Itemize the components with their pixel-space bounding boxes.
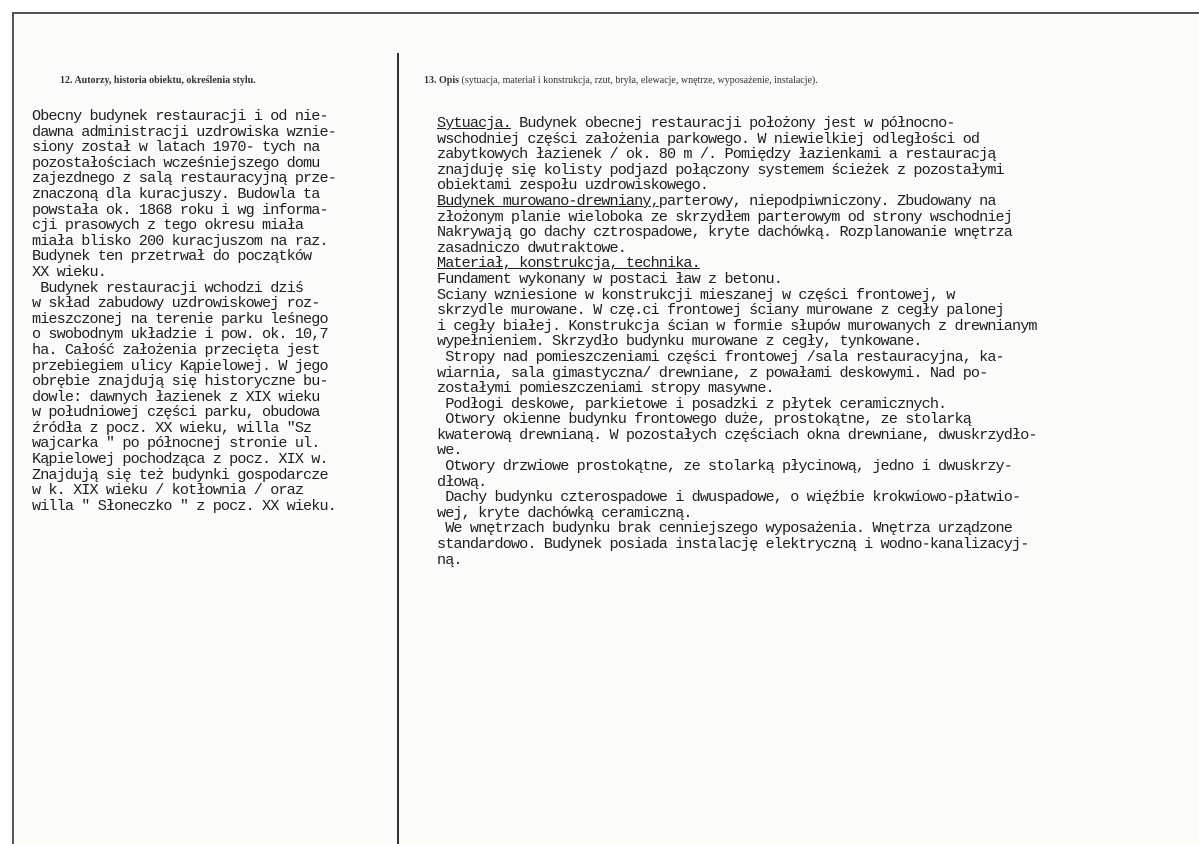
subsection-heading: Budynek murowano-drewniany, [437, 191, 659, 210]
history-text-line: miała blisko 200 kuracjuszom na raz. [32, 231, 328, 250]
description-text: ną. [437, 550, 462, 569]
description-text: zasadniczo dwutraktowe. [437, 238, 626, 257]
history-text-line: mieszczonej na terenie parku leśnego [32, 309, 328, 328]
section-13-number: 13. Opis [424, 75, 460, 86]
description-text-line [437, 537, 1037, 553]
history-text-line: o swobodnym układzie i pow. ok. 10,7 [32, 325, 328, 344]
description-text: Budynek obecnej restauracji położony jest w północno- [510, 114, 955, 132]
description-text: wschodniej części założenia parkowego. W niewielkiej odległości od [437, 129, 980, 148]
description-text-column [437, 116, 1037, 568]
history-text-line: XX wieku. [32, 262, 106, 281]
history-text-line: dawna administracji uzdrowiska wznie- [32, 122, 336, 141]
history-text-line: w skład zabudowy uzdrowiskowej roz- [32, 294, 320, 313]
description-text: zostałymi pomieszczeniami stropy masywne. [437, 379, 774, 398]
column-divider [397, 53, 399, 844]
history-text-line: Kąpielowej pochodząca z pocz. XIX w. [32, 450, 328, 469]
description-text: Stropy nad pomieszczeniami części frontowej /sala restauracyjna, ka- [437, 347, 1004, 366]
description-text-line [437, 550, 1037, 569]
history-text-line: ha. Całość założenia przecięta jest [32, 340, 320, 359]
history-text-column [32, 109, 336, 514]
description-text: We wnętrzach budynku brak cenniejszego wyposażenia. Wnętrza urządzone [437, 519, 1012, 538]
subsection-heading: Materiał, konstrukcja, technika. [437, 254, 700, 273]
description-text: i cegły białej. Konstrukcja ścian w formie słupów murowanych z drewnianym [437, 316, 1037, 335]
history-text-line: zajezdnego z salą restauracyjną prze- [32, 169, 336, 188]
description-text: Dachy budynku czterospadowe i dwuspadowe, o więźbie krokwiowo-płatwio- [437, 488, 1021, 507]
description-text: we. [437, 441, 462, 460]
description-text: parterowy, niepodpiwniczony. Zbudowany na [658, 191, 996, 210]
description-text: złożonym planie wieloboka ze skrzydłem parterowym od strony wschodniej [437, 207, 1012, 226]
section-13-heading [424, 75, 818, 86]
history-text-line: wajcarka " po północnej stronie ul. [32, 434, 320, 453]
description-text: wej, kryte dachówką ceramiczną. [437, 503, 692, 522]
description-text: znajduję się kolisty podjazd połączony systemem ścieżek z pozostałymi [437, 160, 1004, 179]
description-text: Sciany wzniesione w konstrukcji mieszanej w części frontowej, w [437, 285, 955, 304]
description-text: dłową. [437, 472, 487, 491]
history-text-line: willa " Słoneczko " z pocz. XX wieku. [32, 496, 336, 515]
history-text-line: Obecny budynek restauracji i od nie- [32, 107, 328, 125]
subsection-heading: Sytuacja. [437, 114, 511, 132]
description-text-line [437, 459, 1037, 475]
description-text: Fundament wykonany w postaci ław z betonu. [437, 269, 782, 288]
history-text-line: dowle: dawnych łazienek z XIX wieku [32, 387, 320, 406]
description-text: obiektami zespołu uzdrowiskowego. [437, 176, 709, 195]
history-text-line: Budynek ten przetrwał do początków [32, 247, 312, 266]
history-text-line: znaczoną dla kuracjuszy. Budowla ta [32, 184, 320, 203]
description-text: kwaterową drewnianą. W pozostałych częściach okna drewniane, dwuskrzydło- [437, 425, 1037, 444]
history-text-line: źródła z pocz. XX wieku, willa "Sz [32, 418, 312, 437]
description-text: skrzydle murowane. W czę.ci frontowej ściany murowane z cegły palonej [437, 301, 1004, 320]
history-text-line: Znajdują się też budynki gospodarcze [32, 465, 328, 484]
history-text-line: powstała ok. 1868 roku i wg informa- [32, 200, 328, 219]
description-text: zabytkowych łazienek / ok. 80 m /. Pomiędzy łazienkami a restauracją [437, 145, 996, 164]
history-text-line: pozostałościach wcześniejszego domu [32, 153, 320, 172]
history-text-line: w południowej części parku, obudowa [32, 403, 320, 422]
section-12-heading: 12. Autorzy, historia obiektu, określenia stylu. [60, 75, 256, 86]
description-text: standardowo. Budynek posiada instalację elektryczną i wodno-kanalizacyj- [437, 535, 1029, 554]
description-text: Otwory drzwiowe prostokątne, ze stolarką płycinową, jedno i dwuskrzy- [437, 457, 1012, 476]
description-text: wypełnieniem. Skrzydło budynku murowane z cegły, tynkowane. [437, 332, 922, 351]
history-text-line: siony został w latach 1970- tych na [32, 138, 320, 157]
history-text-line: obrębie znajdują się historyczne bu- [32, 372, 328, 391]
description-text: Otwory okienne budynku frontowego duże, prostokątne, ze stolarką [437, 410, 971, 429]
history-text-line: cji prasowych z tego okresu miała [32, 216, 304, 235]
history-text-line: przebiegiem ulicy Kąpielowej. W jego [32, 356, 328, 375]
history-text-line: Budynek restauracji wchodzi dziś [32, 278, 304, 297]
section-13-details: (sytuacja, materiał i konstrukcja, rzut, bryła, elewacje, wnętrze, wyposażenie, instalacje). [461, 75, 818, 86]
description-text: Nakrywają go dachy cztrospadowe, kryte dachówką. Rozplanowanie wnętrza [437, 223, 1012, 242]
description-text-line [437, 425, 1037, 444]
history-text-line: w k. XIX wieku / kotłownia / oraz [32, 481, 304, 500]
description-text: wiarnia, sala gimastyczna/ drewniane, z powałami deskowymi. Nad po- [437, 363, 988, 382]
description-text: Podłogi deskowe, parkietowe i posadzki z płytek ceramicznych. [437, 394, 947, 413]
